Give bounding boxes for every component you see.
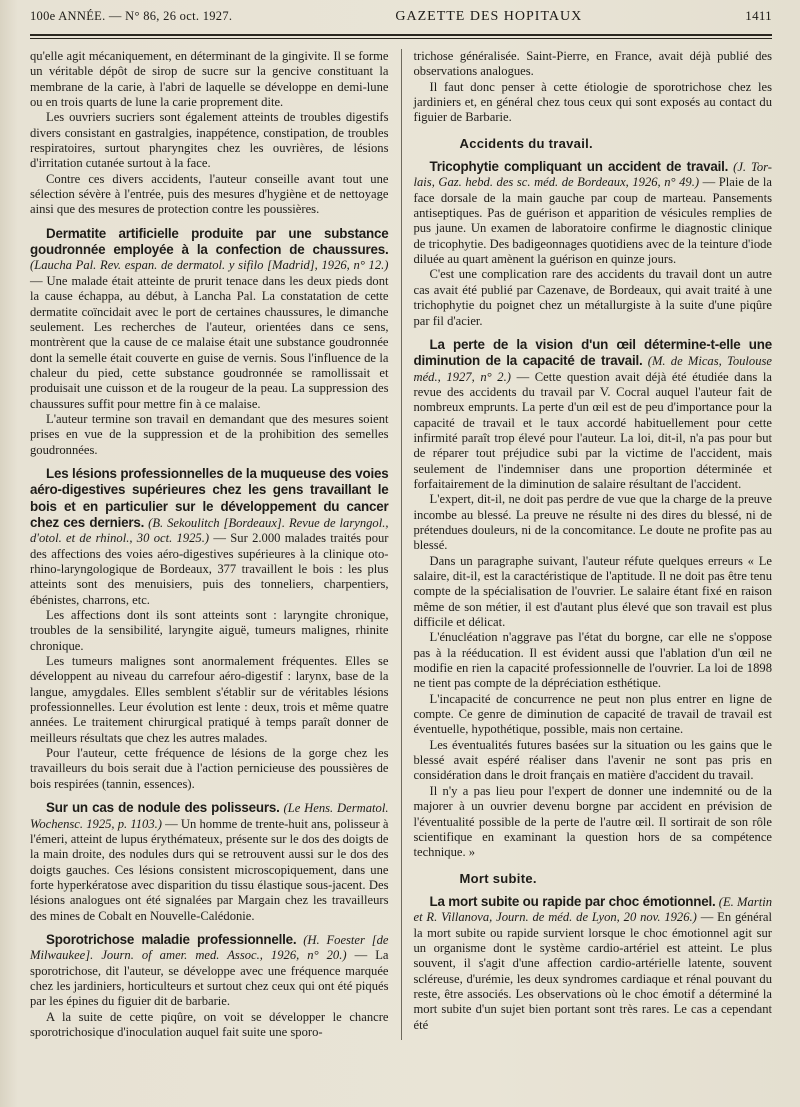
paragraph: Il faut donc penser à cette étiologie de sporotrichose chez les jardiniers et, en général chez tous ceux qui sont exposés au contact du figuier de Barbarie. bbox=[413, 79, 772, 125]
paragraph: Contre ces divers accidents, l'auteur conseille avant tout une sélection sévère à l'entrée, puis des mesures d'hygiène et de nettoyage ainsi que des mesures de protection contre les poussières. bbox=[30, 171, 389, 217]
article-mort-subite bbox=[414, 894, 773, 1033]
page-number: 1411 bbox=[745, 8, 772, 23]
article-text: — Plaie de la face dorsale de la main gauche par coup de marteau. Pansements antiseptiques. Pas de guérison et apparition de vésicules remplies de pus jaune. Un examen de laboratoire confirme le diagnostic clinique de tricophytie. Des badigeonnages quotidiens avec de la teinture d'iode diluée au quart amènent la guérison en quinze jours. bbox=[413, 175, 772, 267]
right-column bbox=[401, 49, 773, 1040]
article-tricophytie bbox=[414, 159, 773, 267]
journal-title: GAZETTE DES HOPITAUX bbox=[395, 9, 583, 24]
article-title: La perte de la vision d'un œil détermine-t-elle une diminution de la capacité de travail. bbox=[413, 336, 772, 369]
article-text: — Une malade était atteinte de prurit tenace dans les deux pieds dont la cause échappa, au début, à Lancha Pal. La constatation de cette dermatite coïncidait avec le port de certaines chaussures, le dimanche seulement. Les recherches de l'auteur, orientées dans ce sens, montrèrent que la cause de ce malaise était une substance goudronnée dont la semelle était couverte en guise de vernis. Sous l'influence de la chaleur du pied, cette substance goudronnée se ramollissait et produisait une cuisson et de la rougeur de la peau. La suppression des chaussures suffit pour mettre fin à ce malaise. bbox=[30, 273, 389, 411]
article-text: — Un homme de trente-huit ans, polisseur à l'émeri, atteint de lupus érythémateux, présente sur le dos des doigts de la main droite, des nodules durs qui se retrouvent aussi sur le dos des doigts gauches. Ces lésions consistent microscopiquement, dans une forte hyperkératose avec disparition du tissu élastique sous-jacent. Des lésions analogues ont été signalées par Margain chez les travailleurs des mines de Cobalt en Nouvelle-Calédonie. bbox=[30, 816, 389, 923]
section-heading-mort-subite: Mort subite. bbox=[459, 870, 537, 886]
section-heading-accidents: Accidents du travail. bbox=[459, 135, 593, 151]
article-citation: (H. Foester [de Milwaukee]. Journ. of amer. med. Assoc., 1926, n° 20.) bbox=[30, 932, 389, 963]
article-title: Dermatite artificielle produite par une substance goudronnée employée à la confection de chaussures. bbox=[30, 225, 389, 258]
article-title: Tricophytie compliquant un accident de travail. bbox=[429, 159, 729, 175]
paragraph: Les éventualités futures basées sur la situation ou les gains que le blessé avait espéré réaliser dans l'avenir ne sont pas pris en considération dans le droit français en matière d'accident du travail. bbox=[413, 737, 772, 783]
paragraph: qu'elle agit mécaniquement, en déterminant de la gingivite. Il se forme un véritable dépôt de sirop de sucre sur la gencive constituant la membrane de la carie, à l'abri de laquelle se développe en demi-lune ou en trois quarts de lune la carie proprement dite. bbox=[30, 49, 389, 110]
article-text: — Cette question avait déjà été étudiée dans la revue des accidents du travail par V. Cocral auquel l'auteur fait de nombreux emprunts. La perte d'un œil est de peu d'importance pour la capacité de travail et le taux accordé habituellement pour cette infirmité paraît trop élevé pour l'auteur. La loi, dit-il, n'a pas pour but de réparer tout préjudice subi par la victime de l'accident, mais seulement de l'indemniser dans une proportion déterminée et forfaitairement de la diminution de salaire résultant de l'accident. bbox=[413, 369, 772, 491]
article-citation: (B. Sekoulitch [Bordeaux]. Revue de laryngol., d'otol. et de rhinol., 30 oct. 1925.) bbox=[30, 515, 389, 546]
article-nodule-polisseurs bbox=[30, 800, 389, 924]
paragraph: L'auteur termine son travail en demandant que des mesures soient prises en vue de la suppression et de la prohibition des semelles goudronnées. bbox=[30, 411, 389, 457]
article-text: — Sur 2.000 malades traités pour des affections des voies aéro-digestives supérieures à la clinique oto-rhino-laryngologique de Bordeaux, 377 travaillent le bois : les plus atteints sont des menuisiers, puis des tonneliers, charpentiers, ébénistes, charrons, etc. bbox=[30, 531, 389, 607]
article-title: La mort subite ou rapide par choc émotionnel. bbox=[429, 893, 716, 909]
article-title: Sur un cas de nodule des polisseurs. bbox=[46, 800, 280, 816]
article-perte-vision bbox=[414, 337, 773, 492]
paragraph: Les affections dont ils sont atteints sont : laryngite chronique, troubles de la sensibilité, laryngite aiguë, tumeurs malignes, rhinite chronique. bbox=[30, 608, 389, 653]
article-text: — En général la mort subite ou rapide survient lorsque le choc émotionnel agit sur un organisme dont le système cardio-artériel est atteint. Le plus souvent, il s'agit d'une affection cardio-artérielle latente, souvent scléreuse, d'urémie, les deux syndromes cardiaque et rénal pouvant du reste, être associés. Les observations où le choc émotif a déterminé la mort subite d'un sujet bien portant sont très rares. Le cas a cependant été bbox=[413, 910, 773, 1032]
paragraph: Les tumeurs malignes sont anormalement fréquentes. Elles se développent au niveau du carrefour aéro-digestif : larynx, base de la langue, amygdales. Elles semblent s'établir sur de véritables lésions professionnelles. Leur évolution est lente : deux, trois et même quatre années. Le traitement chirurgical pratiqué à temps paraît donner de meilleurs résultats que chez les autres malades. bbox=[30, 654, 389, 745]
article-title: Les lésions professionnelles de la muqueuse des voies aéro-digestives supérieures chez les gens travaillant le bois et en particulier sur le développement du cancer chez ces derniers. bbox=[30, 465, 389, 530]
left-column bbox=[30, 49, 401, 1040]
paragraph: C'est une complication rare des accidents du travail dont un autre cas avait été publié par Cazenave, de Bordeaux, qui avait traité à une trichophytie du poignet chez un métallurgiste à la suite d'une piqûre par fil d'acier. bbox=[413, 267, 772, 328]
header-rule bbox=[30, 34, 772, 39]
paragraph: L'énucléation n'aggrave pas l'état du borgne, car elle ne s'oppose pas à la rééducation. Il est évident aussi que l'ablation d'un œil ne modifie en rien la capacité professionnelle de l'ouvrier. La loi de 1898 ne tient pas compte de la dépréciation esthétique. bbox=[413, 630, 772, 691]
paragraph: trichose généralisée. Saint-Pierre, en France, avait déjà publié des observations analogues. bbox=[413, 49, 772, 79]
paragraph: A la suite de cette piqûre, on voit se développer le chancre sporotrichosique d'inoculation auquel fait suite une sporo- bbox=[30, 1009, 389, 1039]
article-lesions-bois bbox=[30, 466, 389, 608]
paragraph: Les ouvriers sucriers sont également atteints de troubles digestifs divers consistant en gastralgies, inappétence, constipation, de troubles respiratoires, surtout pharyngites chez les ouvrières, de lésions d'irritation cutanée surtout à la face. bbox=[30, 110, 389, 171]
article-citation: (M. de Micas, Toulouse méd., 1927, n° 2.) bbox=[413, 354, 772, 384]
article-citation: (Laucha Pal. Rev. espan. de dermatol. y sifilo [Madrid], 1926, n° 12.) bbox=[30, 258, 389, 273]
paragraph: L'expert, dit-il, ne doit pas perdre de vue que la charge de la preuve incombe au blessé. La preuve ne résulte ni des dires du blessé, ni de prétendues douleurs, ni de la concomitance. Le doute ne profite pas au blessé. bbox=[413, 492, 772, 553]
paragraph: L'incapacité de concurrence ne peut non plus entrer en ligne de compte. Ce genre de diminution de capacité de travail de travail est éventuelle, hypothétique, possible, mais non certaine. bbox=[413, 691, 772, 737]
article-citation: (E. Martin et R. Villanova, Journ. de méd. de Lyon, 20 nov. 1926.) bbox=[413, 894, 772, 925]
issue-info: 100e ANNÉE. — N° 86, 26 oct. 1927. bbox=[30, 9, 233, 23]
article-text: — La sporotrichose, dit l'auteur, se développe avec une fréquence marquée chez les jardiniers, horticulteurs et surtout chez ceux qui ont été piqués par les épines du figuier dit de barbarie. bbox=[30, 948, 389, 1009]
paragraph: Pour l'auteur, cette fréquence de lésions de la gorge chez les travailleurs du bois serait due à l'action pernicieuse des poussières de bois respirées (tannin, essences). bbox=[30, 746, 389, 791]
article-title: Sporotrichose maladie professionnelle. bbox=[46, 931, 297, 947]
paragraph: Il n'y a pas lieu pour l'expert de donner une indemnité ou de la majorer à un ouvrier devenu borgne par accident en prévision de l'éventualité possible de la perte de l'autre œil. Il sortirait de son rôle scientifique en examinant la question hors de sa compétence technique. » bbox=[413, 783, 772, 860]
page-header bbox=[30, 8, 772, 34]
text-columns bbox=[30, 49, 772, 1040]
paragraph: Dans un paragraphe suivant, l'auteur réfute quelques erreurs « Le salaire, dit-il, est la caractéristique de l'aptitude. Il ne doit pas être tenu compte de la spécialisation de l'ouvrier. Le salaire étant fixé en raison même de son métier, il est d'autant plus élevé que son travail est plus difficile et délicat. bbox=[413, 553, 772, 630]
article-dermatite bbox=[30, 226, 389, 412]
article-citation: (Le Hens. Dermatol. Wochensc. 1925, p. 1103.) bbox=[30, 801, 389, 831]
article-sporotrichose bbox=[30, 932, 389, 1010]
article-citation: (J. Tor-lais, Gaz. hebd. des sc. méd. de Bordeaux, 1926, n° 49.) bbox=[413, 160, 773, 190]
